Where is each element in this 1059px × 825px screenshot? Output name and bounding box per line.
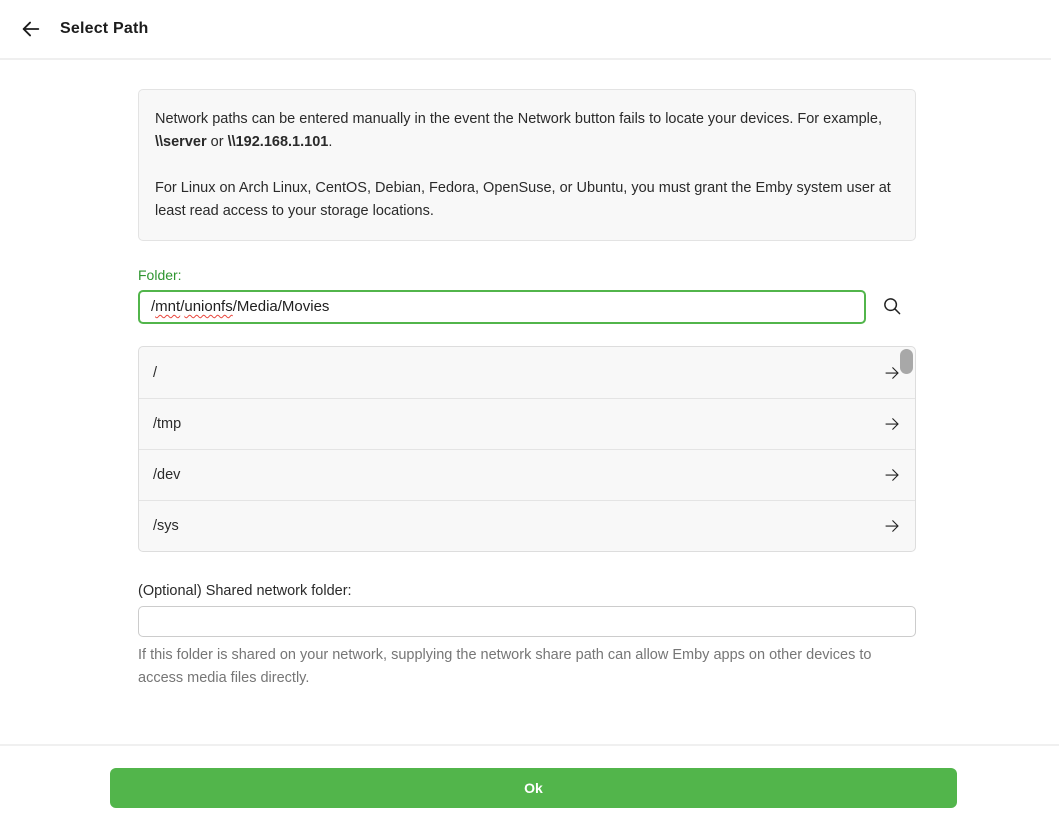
path-item-label: / bbox=[153, 364, 158, 381]
example-server-path: \\server bbox=[155, 134, 207, 150]
content bbox=[0, 89, 916, 690]
search-button[interactable] bbox=[875, 290, 909, 324]
page-title: Select Path bbox=[60, 20, 149, 37]
shared-folder-help-text: If this folder is shared on your network, supplying the network share path can allow Emby apps on other devices to access media files directly. bbox=[138, 647, 872, 686]
arrow-right-icon bbox=[883, 364, 901, 382]
info-paragraph-2: For Linux on Arch Linux, CentOS, Debian, Fedora, OpenSuse, or Ubuntu, you must grant the Emby system user at least read access to your storage locations. bbox=[155, 180, 891, 219]
header-divider bbox=[0, 58, 1051, 60]
list-item-sys[interactable] bbox=[139, 500, 915, 551]
search-icon bbox=[881, 295, 903, 320]
back-button[interactable] bbox=[10, 8, 52, 50]
path-segment-misspelled: unionfs bbox=[184, 298, 233, 315]
path-segment: /Media/Movies bbox=[232, 298, 330, 315]
folder-row bbox=[138, 290, 916, 324]
list-item-root[interactable] bbox=[139, 347, 915, 398]
arrow-left-icon bbox=[20, 18, 42, 40]
path-segment: / bbox=[180, 298, 185, 315]
list-scrollbar-thumb[interactable] bbox=[900, 349, 913, 374]
folder-input[interactable] bbox=[138, 290, 866, 324]
arrow-right-icon bbox=[883, 517, 901, 535]
list-item-dev[interactable] bbox=[139, 449, 915, 500]
example-ip-path: \\192.168.1.101 bbox=[227, 134, 329, 150]
folder-label: Folder: bbox=[138, 267, 182, 283]
footer bbox=[0, 744, 1059, 825]
path-item-label: /sys bbox=[153, 518, 179, 534]
path-item-label: /dev bbox=[153, 467, 181, 483]
arrow-right-icon bbox=[883, 466, 901, 484]
path-segment: / bbox=[151, 298, 156, 315]
shared-folder-label: (Optional) Shared network folder: bbox=[138, 583, 352, 599]
arrow-right-icon bbox=[883, 415, 901, 433]
path-item-label: /tmp bbox=[153, 416, 182, 432]
list-item-tmp[interactable] bbox=[139, 398, 915, 449]
info-paragraph-1 bbox=[155, 108, 899, 154]
path-list bbox=[138, 346, 916, 552]
path-segment-misspelled: mnt bbox=[155, 298, 181, 315]
header bbox=[0, 0, 1059, 58]
shared-folder-input[interactable] bbox=[138, 606, 916, 637]
info-text: Network paths can be entered manually in the event the Network button fails to locate your devices. For example, bbox=[155, 111, 882, 127]
ok-button[interactable]: Ok bbox=[110, 768, 957, 808]
info-text: . bbox=[328, 134, 333, 150]
network-path-info-box bbox=[138, 89, 916, 241]
info-text: or bbox=[206, 134, 228, 150]
